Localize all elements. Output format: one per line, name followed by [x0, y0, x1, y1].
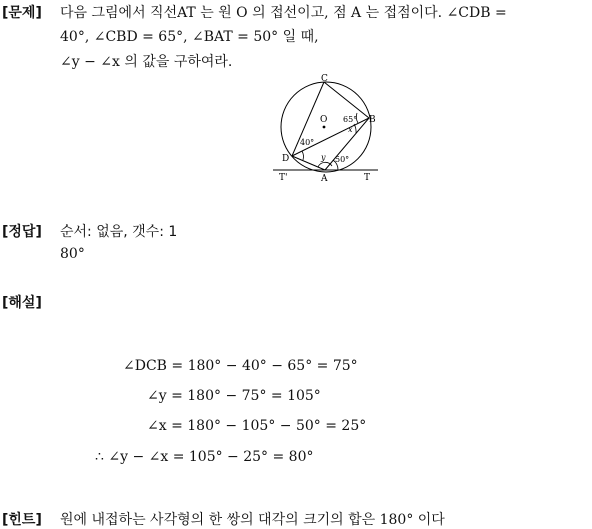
angle-arc-40: [302, 151, 303, 160]
problem-line-1: 다음 그림에서 직선AT 는 원 O 의 접선이고, 점 A 는 접점이다. ∠CDB =: [60, 5, 507, 21]
angle-label-65: 65°: [343, 115, 358, 124]
angle-label-40: 40°: [300, 138, 315, 147]
angle-label-y: y: [321, 153, 326, 162]
point-label-t-prime: T': [279, 173, 288, 183]
center-point-o: [323, 126, 326, 129]
solution-line-3: ∠x = 180° − 105° − 50° = 25°: [147, 418, 367, 434]
point-label-d: D: [282, 154, 290, 164]
answer-value: 80°: [60, 246, 85, 262]
point-label-a: A: [321, 174, 328, 184]
problem-line-2: 40°, ∠CBD = 65°, ∠BAT = 50° 일 때,: [60, 29, 319, 45]
circle-o: [281, 82, 371, 172]
answer-meta: 순서: 없음, 갯수: 1: [60, 224, 178, 240]
point-label-c: C: [321, 74, 328, 84]
segment-db: [292, 118, 369, 156]
problem-line-3: ∠y − ∠x 의 값을 구하여라.: [60, 54, 233, 70]
geometry-figure: [270, 72, 382, 184]
solution-line-1: ∠DCB = 180° − 40° − 65° = 75°: [123, 358, 358, 374]
angle-label-50: 50°: [335, 155, 350, 164]
answer-label: [정답]: [2, 224, 42, 240]
solution-line-4: ∴ ∠y − ∠x = 105° − 25° = 80°: [95, 449, 314, 465]
point-label-t: T: [364, 173, 371, 183]
problem-label: [문제]: [2, 5, 42, 21]
center-label-o: O: [320, 115, 328, 125]
angle-label-x: x: [348, 125, 353, 134]
angle-arc-x: [354, 124, 356, 133]
point-label-b: B: [369, 115, 376, 125]
hint-text: 원에 내접하는 사각형의 한 쌍의 대각의 크기의 합은 180° 이다: [60, 512, 445, 528]
solution-label: [해설]: [2, 295, 42, 311]
solution-line-2: ∠y = 180° − 75° = 105°: [147, 388, 321, 404]
hint-label: [힌트]: [2, 512, 42, 528]
